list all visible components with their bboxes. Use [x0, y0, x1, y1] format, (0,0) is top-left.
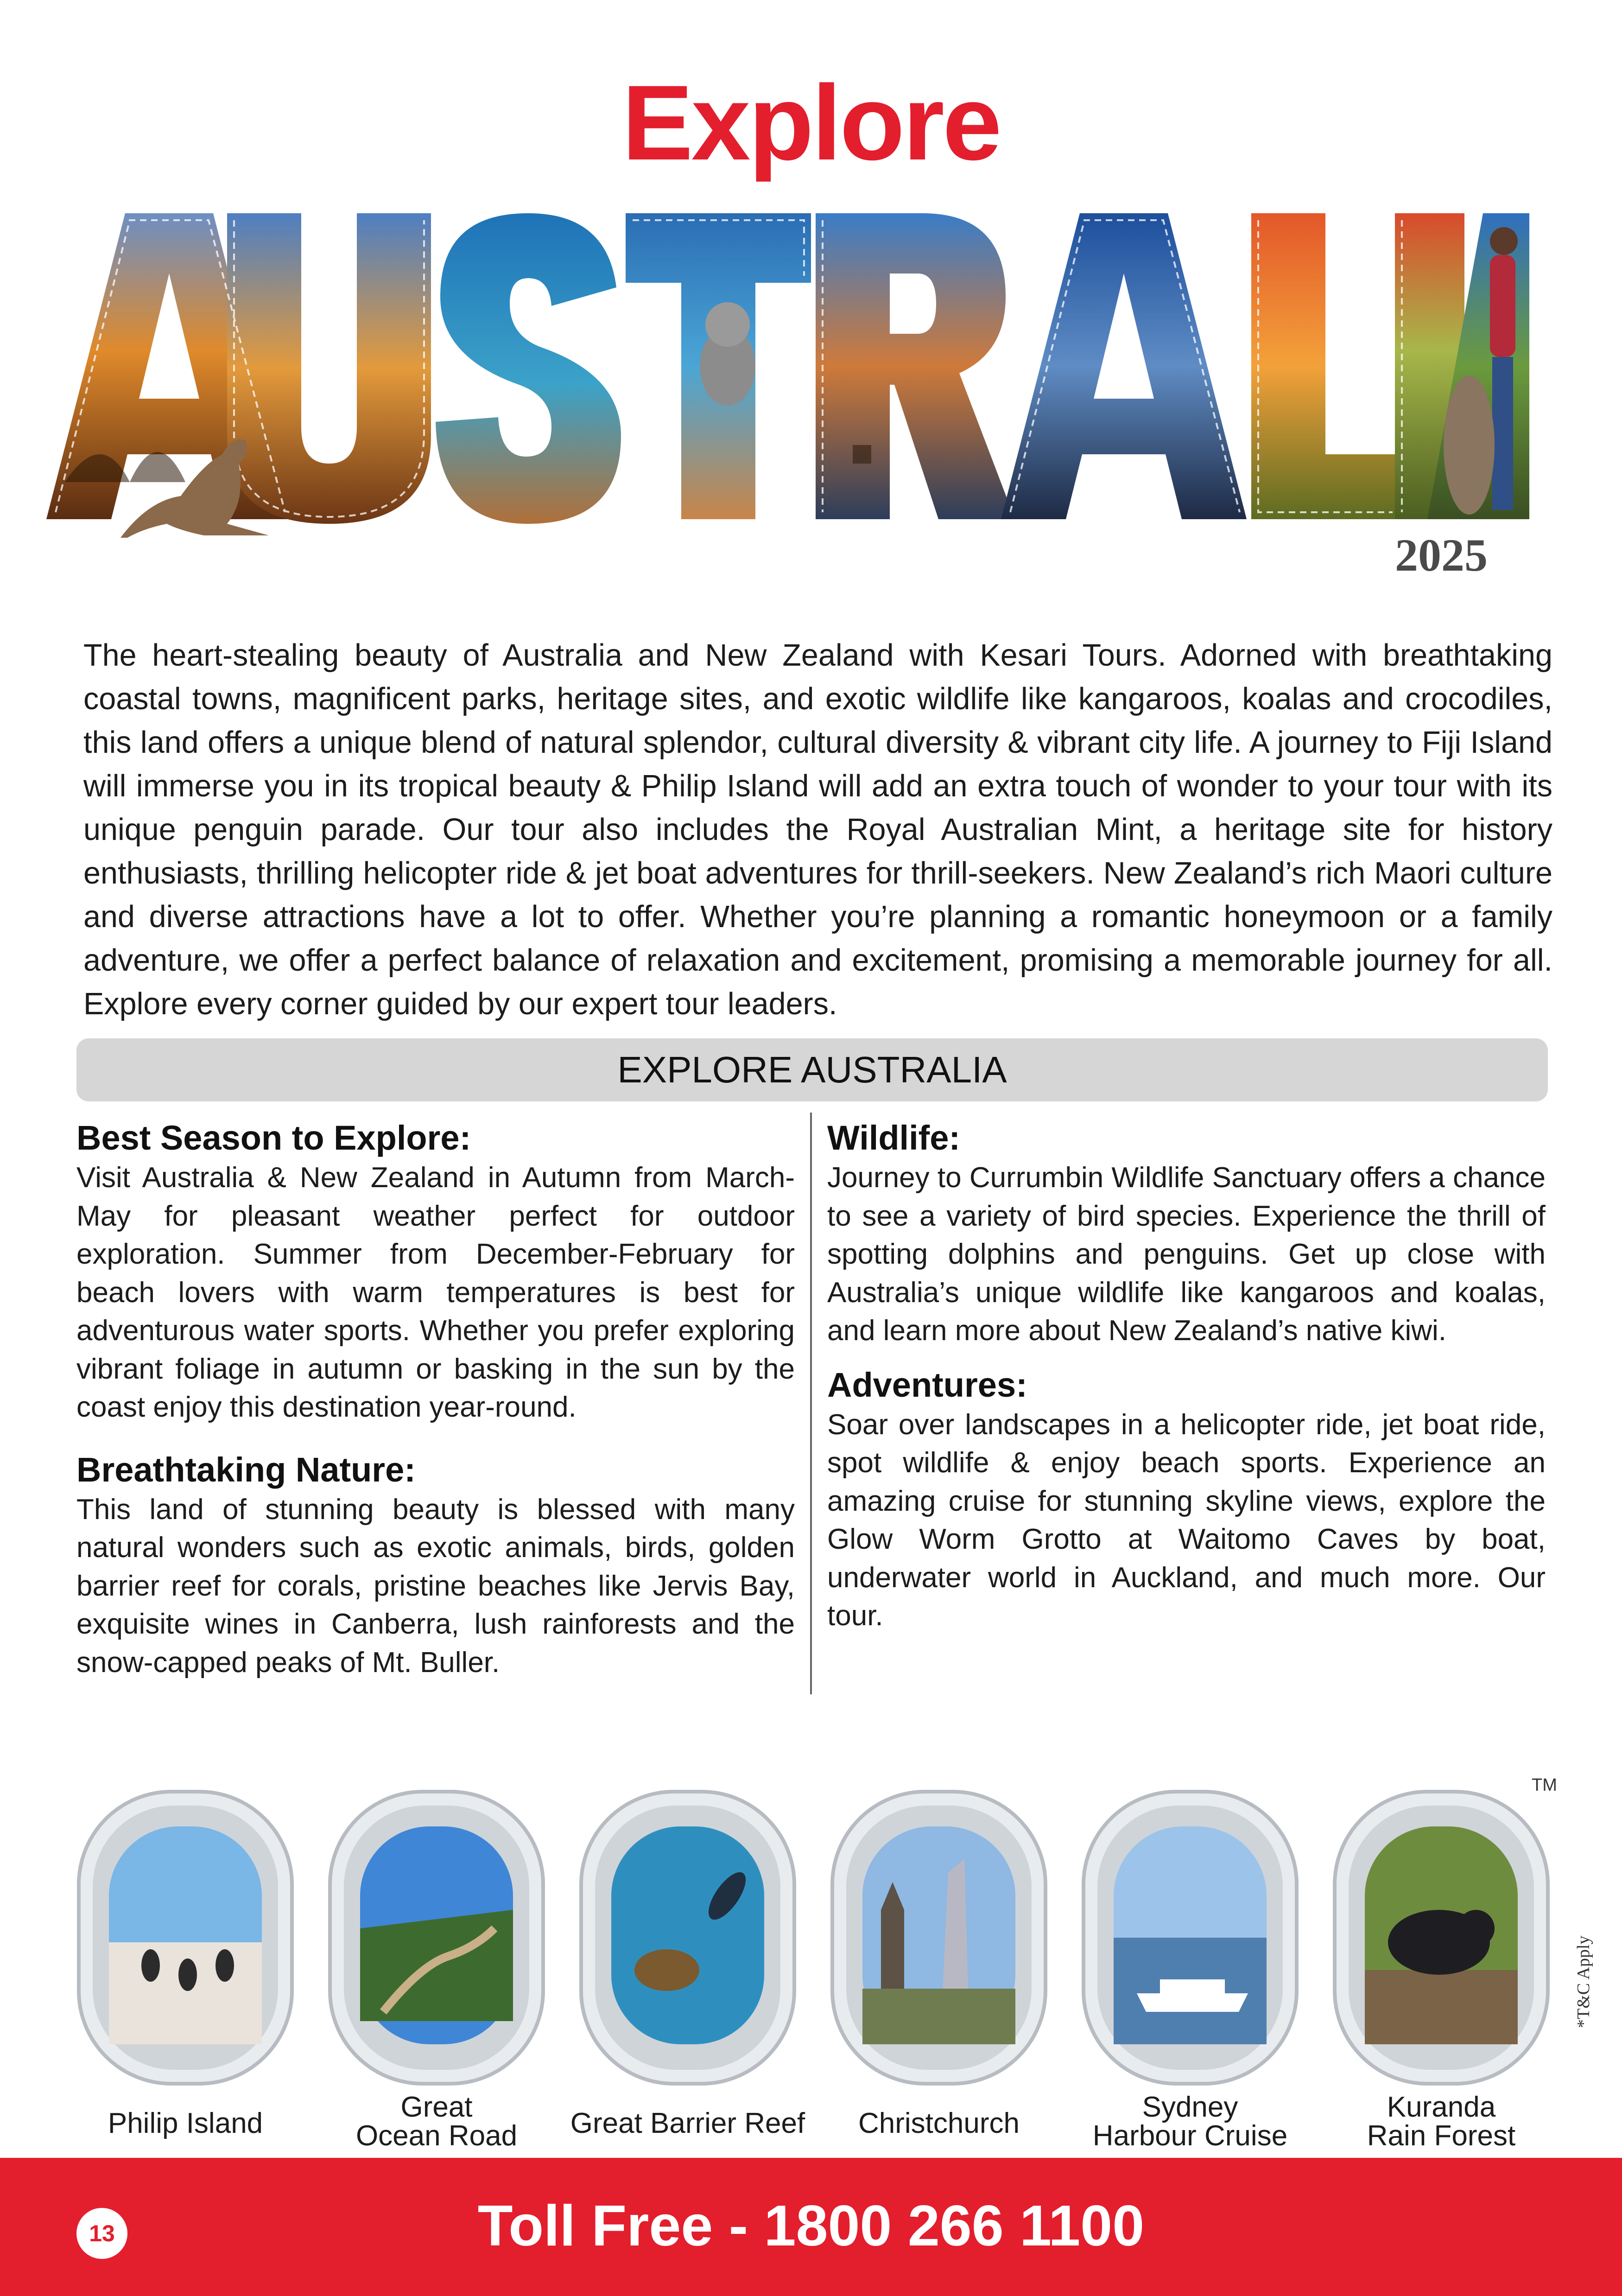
window-great-barrier-reef	[570, 1789, 805, 2139]
caption-sydney-harbour-cruise: Sydney Harbour Cruise	[1092, 2091, 1288, 2152]
wildlife-text: Journey to Currumbin Wildlife Sanctuary offers a chance to see a variety of bird species. Experience the thrill of spotting dolphins and penguins. Get up close with Australia’s unique wildlife like kangaroos and koalas, and learn more about New Zealand’s native kiwi.	[827, 1162, 1546, 1347]
terms-apply-note: *T&C Apply	[1574, 1935, 1593, 2028]
adventures-heading: Adventures:	[827, 1365, 1027, 1404]
airplane-window-icon	[1081, 1789, 1299, 2086]
trademark-mark: TM	[1532, 1775, 1557, 1795]
window-kuranda-rain-forest	[1332, 1789, 1550, 2152]
best-season-text: Visit Australia & New Zealand in Autumn from March-May for pleasant weather perfect for outdoor exploration. Summer from December-February for beach lovers with warm temperatures is best for adventurous water sports. Whether you prefer exploring vibrant foliage in autumn or basking in the sun by the coast enjoy this destination year-round.	[76, 1162, 795, 1423]
toll-free-number[interactable]: Toll Free - 1800 266 1100	[477, 2194, 1145, 2258]
best-season-heading: Best Season to Explore:	[76, 1119, 471, 1157]
airplane-window-icon	[579, 1789, 797, 2086]
window-christchurch	[830, 1789, 1048, 2139]
window-great-ocean-road	[328, 1789, 545, 2152]
adventures-text: Soar over landscapes in a helicopter ride, jet boat ride, spot wildlife & enjoy beach sports. Experience an amazing cruise for stunning skyline views, explore the Glow Worm Grotto at Waitomo Caves by boat, underwater world in Auckland, and much more. Our tour.	[827, 1408, 1546, 1632]
caption-philip-island: Philip Island	[108, 2107, 263, 2139]
caption-great-barrier-reef: Great Barrier Reef	[570, 2107, 805, 2139]
column-divider	[810, 1113, 812, 1694]
wildlife-heading: Wildlife:	[827, 1119, 961, 1157]
caption-great-ocean-road: Great Ocean Road	[355, 2091, 518, 2152]
caption-kuranda-rain-forest: Kuranda Rain Forest	[1367, 2091, 1516, 2152]
page-number-badge: 13	[76, 2208, 127, 2259]
left-column	[76, 1117, 795, 1682]
airplane-window-icon	[76, 1789, 294, 2086]
footer-bar	[0, 2158, 1622, 2296]
nature-heading: Breathtaking Nature:	[76, 1450, 416, 1489]
australia-banner-art	[28, 204, 1529, 538]
section-title-bar: EXPLORE AUSTRALIA	[76, 1038, 1548, 1101]
window-philip-island	[76, 1789, 294, 2139]
airplane-window-icon	[1332, 1789, 1550, 2086]
window-sydney-harbour-cruise	[1081, 1789, 1299, 2152]
explore-heading: Explore	[622, 63, 1000, 182]
year-label: 2025	[1395, 529, 1488, 581]
australia-photo-banner	[28, 204, 1529, 538]
nature-text: This land of stunning beauty is blessed with many natural wonders such as exotic animals, birds, golden barrier reef for corals, pristine beaches like Jervis Bay, exquisite wines in Canberra, lush rainforests and the snow-capped peaks of Mt. Buller.	[76, 1493, 795, 1679]
destination-windows	[76, 1789, 1550, 2151]
right-column	[827, 1117, 1546, 1635]
airplane-window-icon	[830, 1789, 1048, 2086]
caption-christchurch: Christchurch	[858, 2107, 1020, 2139]
intro-paragraph: The heart-stealing beauty of Australia and New Zealand with Kesari Tours. Adorned with breathtaking coastal towns, magnificent parks, heritage sites, and exotic wildlife like kangaroos, koalas and crocodiles, this land offers a unique blend of natural splendor, cultural diversity & vibrant city life. A journey to Fiji Island will immerse you in its tropical beauty & Philip Island will add an extra touch of wonder to your tour with its unique penguin parade. Our tour also includes the Royal Australian Mint, a heritage site for history enthusiasts, thrilling helicopter ride & jet boat adventures for thrill-seekers. New Zealand’s rich Maori culture and diverse attractions have a lot to offer. Whether you’re planning a romantic honeymoon or a family adventure, we offer a perfect balance of relaxation and excitement, promising a memorable journey for all. Explore every corner guided by our expert tour leaders.	[83, 638, 1552, 1021]
airplane-window-icon	[328, 1789, 545, 2086]
